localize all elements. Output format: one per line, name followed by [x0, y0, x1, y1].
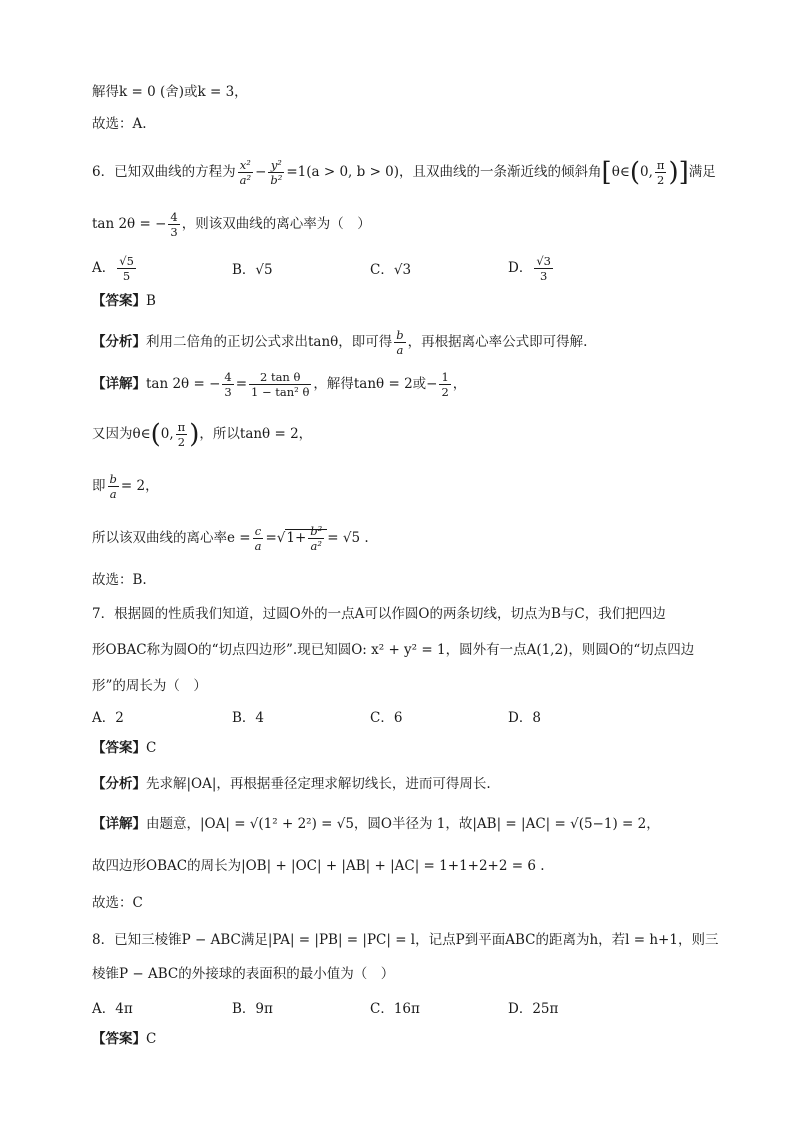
q6-line2-pre: tan 2θ = − — [92, 216, 167, 232]
q8-option-b: B．9π — [232, 1001, 273, 1017]
q5-solve-line: 解得k = 0 (舍)或k = 3， — [92, 84, 248, 100]
q7-detail: 【详解】由题意，|OA| = √(1² + 2²) = √5，圆O半径为 1，故|AB| = |AC| = √(5−1) = 2， — [92, 816, 660, 832]
q6-stem-line2 — [92, 210, 754, 239]
q8-stem-line2: 棱锥P − ABC的外接球的表面积的最小值为（ ） — [92, 966, 395, 982]
q6-option-d: D． $\frac{√3}{3}$ — [508, 254, 551, 283]
q8-option-a: A．4π — [92, 1001, 133, 1017]
q6-option-c: C．√3 — [370, 262, 412, 278]
q6-eq-cond: =1(a > 0, b > 0) — [286, 164, 400, 180]
q6-detail: 【详解】tan 2θ = − $\frac{4}{3}$ = $\frac{\text{2 tan θ}}{\text{1 − tan² θ}}$ ，解得tanθ = 2或− $\frac{1}{2}$ ， — [92, 370, 467, 399]
q8-option-d: D．25π — [508, 1001, 559, 1017]
q7-analysis: 【分析】先求解|OA|，再根据垂径定理求解切线长，进而可得周长. — [92, 776, 491, 792]
q7-detail-line-b: 故四边形OBAC的周长为|OB| + |OC| + |AB| + |AC| = 1+1+2+2 = 6 . — [92, 858, 545, 874]
q7-option-a: A．2 — [92, 710, 124, 726]
q6-option-a: A． $\frac{√5}{5}$ — [92, 254, 134, 283]
q6-answer: 【答案】B — [92, 293, 156, 309]
q7-stem-line2: 形OBAC称为圆O的“切点四边形”.现已知圆O: x² + y² = 1，圆外有一点A(1,2)，则圆O的“切点四边 — [92, 642, 695, 658]
q6-detail-line-d: 所以该双曲线的离心率e = $\frac{c}{a}$ =√1+ $\frac{\text{b²}}{\text{a²}}$ = √5 . — [92, 524, 369, 553]
q6-detail-line-b: 又因为θ∈(0, $\frac{\pi}{2}$ )，所以tanθ = 2， — [92, 419, 313, 450]
q6-paren-close: ) — [668, 157, 679, 188]
q6-frac-4-3: $\frac{4}{3}$ — [170, 210, 178, 239]
q6-line2-suffix: ，则该双曲线的离心率为（ ） — [181, 216, 371, 232]
q5-answer-line: 故选：A. — [92, 116, 147, 132]
q7-stem-line1: 7．根据圆的性质我们知道，过圆O外的一点A可以作圆O的两条切线，切点为B与C，我们把四边 — [92, 606, 666, 622]
q6-stem-suffix: 满足 — [688, 164, 716, 180]
q6-frac-pi-2: $\frac{\pi}{2}$ — [656, 158, 665, 187]
q7-answer: 【答案】C — [92, 740, 157, 756]
q6-stem-mid: ，且双曲线的一条渐近线的倾斜角 — [399, 164, 602, 180]
q7-option-b: B．4 — [232, 710, 265, 726]
q8-answer: 【答案】C — [92, 1031, 157, 1047]
q6-analysis: 【分析】利用二倍角的正切公式求出tanθ，即可得 $\frac{b}{a}$ ，再根据离心率公式即可得解. — [92, 328, 588, 357]
q6-theta-cond: θ∈ — [611, 164, 630, 180]
q6-stem-prefix: 6．已知双曲线的方程为 — [92, 164, 236, 180]
q8-stem-line1: 8．已知三棱锥P − ABC满足|PA| = |PB| = |PC| = l，记点P到平面ABC的距离为h，若l = h+1，则三 — [92, 932, 719, 948]
q6-stem-line1: 6．已知双曲线的方程为 $\frac{\text{x²}}{\text{a²}}$ − $\frac{\text{y²}}{\text{b²}}$ =1(a > 0, b > 0)，且双曲线的一条渐近线的倾斜角[θ∈(0, $\frac{\pi}{2}$ )]满足 — [92, 157, 716, 188]
q6-frac-x2-a2: $\frac{\text{x²}}{\text{a²}}$ — [239, 158, 252, 187]
q7-stem-line3: 形”的周长为（ ） — [92, 678, 207, 694]
q6-paren-open: ( — [629, 157, 640, 188]
q7-option-d: D．8 — [508, 710, 541, 726]
q8-option-c: C．16π — [370, 1001, 420, 1017]
q6-option-b: B．√5 — [232, 262, 273, 278]
q6-minus: − — [255, 164, 267, 180]
q6-bracket-open: [ — [601, 157, 612, 188]
q7-option-c: C．6 — [370, 710, 403, 726]
q7-conclusion: 故选：C — [92, 895, 143, 911]
q6-detail-line-c: 即 $\frac{b}{a}$ = 2， — [92, 472, 159, 501]
q6-bracket-close: ] — [678, 157, 689, 188]
q6-conclusion: 故选：B. — [92, 572, 147, 588]
q6-frac-y2-b2: $\frac{\text{y²}}{\text{b²}}$ — [270, 158, 283, 187]
